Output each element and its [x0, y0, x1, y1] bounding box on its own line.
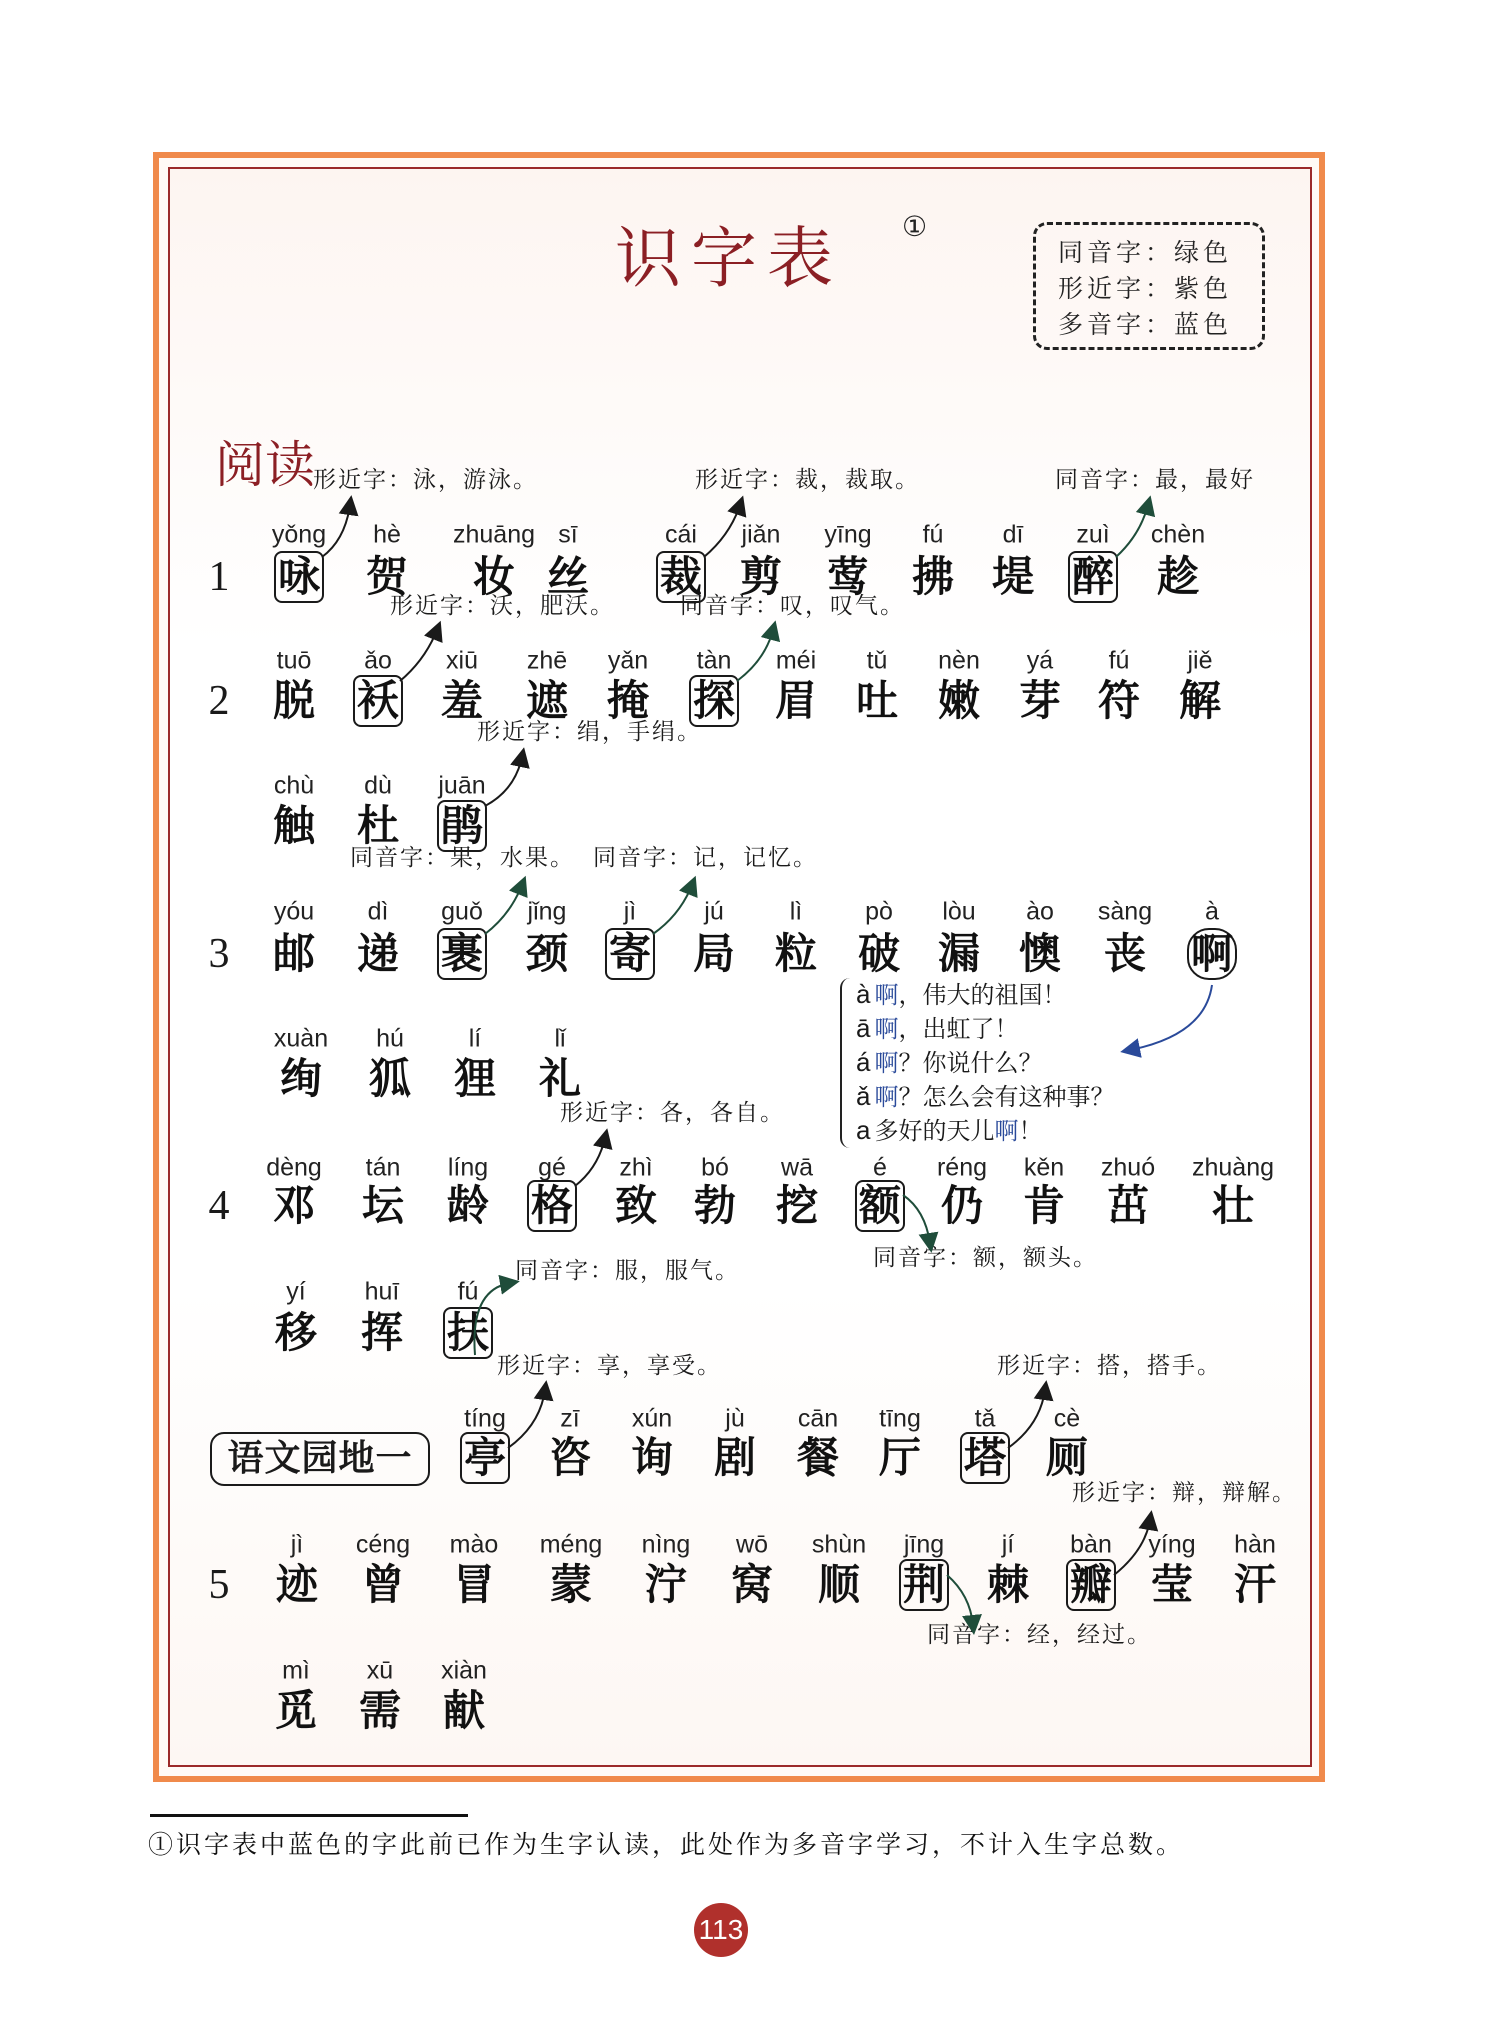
pinyin: chèn	[1150, 520, 1206, 549]
example-text: ？你说什么？	[898, 1049, 1043, 1077]
pinyin: réng	[936, 1153, 988, 1182]
similar-char-note: 形近字：沃，肥沃。	[390, 593, 615, 619]
character: 剧	[713, 1433, 757, 1482]
polyphone-examples	[840, 978, 1114, 1148]
character: 蒙	[549, 1560, 593, 1609]
character: 壮	[1211, 1181, 1255, 1230]
pinyin: lí	[468, 1024, 482, 1053]
character: 触	[272, 801, 316, 850]
character: 符	[1097, 676, 1141, 725]
tone-pinyin: ā	[856, 1013, 871, 1043]
tone-pinyin: à	[856, 979, 871, 1009]
pinyin: mào	[449, 1530, 499, 1559]
lesson-number: 1	[208, 554, 230, 600]
pinyin: tán	[365, 1153, 401, 1182]
pinyin: bàn	[1070, 1530, 1112, 1559]
pinyin: fú	[1108, 646, 1130, 675]
character: 丧	[1103, 929, 1147, 978]
pinyin: jiě	[1187, 646, 1213, 675]
character: 挖	[775, 1181, 819, 1230]
pinyin: hè	[373, 520, 401, 549]
polyphone-example	[856, 1080, 1114, 1114]
footnote-divider	[150, 1814, 468, 1817]
character: 趁	[1156, 552, 1200, 601]
pinyin: jì	[623, 897, 637, 926]
pinyin: jù	[725, 1404, 745, 1433]
character: 破	[857, 929, 901, 978]
garden-label-badge: 语文园地一	[210, 1432, 430, 1486]
pinyin: zhuó	[1100, 1153, 1156, 1182]
character: 吐	[855, 676, 899, 725]
pinyin: tíng	[464, 1404, 506, 1433]
character: 曾	[361, 1560, 405, 1609]
similar-char-note: 形近字：各，各自。	[560, 1100, 785, 1126]
highlighted-character: 醉	[1068, 551, 1118, 603]
character: 餐	[796, 1433, 840, 1482]
homophone-note: 同音字：额，额头。	[873, 1245, 1098, 1271]
legend-homophone: 同音字：绿色	[1058, 238, 1233, 267]
pinyin: lǐ	[554, 1024, 566, 1053]
lesson-number: 5	[208, 1562, 230, 1608]
pinyin: céng	[355, 1530, 411, 1559]
pinyin: dì	[367, 897, 389, 926]
tone-pinyin: ǎ	[856, 1081, 871, 1111]
character: 绚	[279, 1054, 323, 1103]
similar-char-note: 形近字：享，享受。	[497, 1353, 722, 1379]
pinyin: yá	[1026, 646, 1054, 675]
polyphone-word: 啊	[994, 1117, 1019, 1145]
pinyin: pò	[865, 897, 893, 926]
character: 狐	[368, 1054, 412, 1103]
character: 堤	[991, 552, 1035, 601]
pinyin: wā	[781, 1153, 813, 1182]
pinyin: tīng	[879, 1404, 921, 1433]
pinyin: xū	[366, 1656, 394, 1685]
character: 顺	[817, 1560, 861, 1609]
pinyin: dī	[1002, 520, 1024, 549]
pinyin: sàng	[1097, 897, 1153, 926]
character: 献	[442, 1686, 486, 1735]
character: 仍	[940, 1181, 984, 1230]
pinyin: jiǎn	[741, 520, 781, 549]
pinyin: yǒng	[271, 520, 327, 549]
character: 邓	[272, 1181, 316, 1230]
pinyin: cái	[665, 520, 697, 549]
character: 龄	[446, 1181, 490, 1230]
title-footnote-marker: ①	[902, 210, 928, 243]
pinyin: ào	[1026, 897, 1054, 926]
similar-char-note: 形近字：辩，辩解。	[1072, 1480, 1297, 1506]
pinyin: tǔ	[866, 646, 888, 675]
character: 莹	[1150, 1560, 1194, 1609]
legend-similar: 形近字：紫色	[1058, 274, 1233, 303]
character: 觅	[274, 1686, 318, 1735]
pinyin: tàn	[696, 646, 732, 675]
pinyin: huī	[364, 1277, 400, 1306]
lesson-number: 3	[208, 931, 230, 977]
pinyin: mì	[282, 1656, 310, 1685]
character: 羞	[440, 676, 484, 725]
section-heading-reading: 阅读	[215, 436, 315, 494]
character: 嫩	[937, 676, 981, 725]
character: 厕	[1045, 1433, 1089, 1482]
legend-polyphone: 多音字：蓝色	[1058, 310, 1233, 339]
highlighted-character: 额	[855, 1180, 905, 1232]
pinyin: zhuàng	[1191, 1153, 1275, 1182]
character: 丝	[546, 552, 590, 601]
character: 需	[358, 1686, 402, 1735]
similar-char-note: 形近字：裁，裁取。	[695, 467, 920, 493]
highlighted-character: 袄	[353, 675, 403, 727]
pinyin: sī	[558, 520, 578, 549]
character: 遮	[525, 676, 569, 725]
pinyin: méi	[775, 646, 817, 675]
pinyin: yí	[286, 1277, 306, 1306]
homophone-note: 同音字：最，最好	[1055, 467, 1255, 493]
page-title: 识字表	[615, 220, 843, 297]
pinyin: zhì	[619, 1153, 653, 1182]
pinyin: jì	[290, 1530, 304, 1559]
pinyin: juān	[438, 771, 486, 800]
example-text: ！	[1018, 1117, 1043, 1145]
pinyin: guǒ	[441, 897, 483, 926]
pinyin: xiū	[446, 646, 478, 675]
pinyin: dèng	[266, 1153, 322, 1182]
highlighted-character: 塔	[960, 1432, 1010, 1484]
pinyin: chù	[273, 771, 315, 800]
footnote: ①识字表中蓝色的字此前已作为生字认读，此处作为多音字学习，不计入生字总数。	[148, 1830, 1185, 1859]
character: 剪	[739, 552, 783, 601]
highlighted-character: 咏	[274, 551, 324, 603]
character: 冒	[452, 1560, 496, 1609]
highlighted-character: 裹	[437, 928, 487, 980]
pinyin: xún	[631, 1404, 673, 1433]
character: 挥	[360, 1308, 404, 1357]
character: 粒	[774, 929, 818, 978]
polyphone-example	[856, 978, 1114, 1012]
polyphone-word: 啊	[874, 1083, 899, 1111]
pinyin: dù	[364, 771, 392, 800]
pinyin: jú	[704, 897, 724, 926]
pinyin: bó	[701, 1153, 729, 1182]
character: 邮	[272, 929, 316, 978]
pinyin: líng	[447, 1153, 489, 1182]
character: 厅	[878, 1433, 922, 1482]
pinyin: é	[873, 1153, 887, 1182]
character: 拂	[911, 552, 955, 601]
pinyin: nìng	[641, 1530, 691, 1559]
character: 懊	[1018, 929, 1062, 978]
homophone-note: 同音字：叹，叹气。	[680, 593, 905, 619]
character: 泞	[644, 1560, 688, 1609]
example-text: ，出虹了！	[898, 1015, 1019, 1043]
lesson-number: 4	[208, 1183, 230, 1229]
character: 解	[1178, 676, 1222, 725]
pinyin: yīng	[824, 520, 872, 549]
pinyin: shùn	[811, 1530, 867, 1559]
pinyin: hàn	[1234, 1530, 1276, 1559]
character: 询	[630, 1433, 674, 1482]
pinyin: fú	[457, 1277, 479, 1306]
highlighted-character: 鹃	[437, 800, 487, 852]
character: 莺	[826, 552, 870, 601]
pinyin: nèn	[938, 646, 980, 675]
character: 眉	[774, 676, 818, 725]
homophone-note: 同音字：经，经过。	[927, 1622, 1152, 1648]
pinyin: méng	[539, 1530, 603, 1559]
polyphone-example	[856, 1046, 1114, 1080]
pinyin: zī	[560, 1404, 580, 1433]
character: 汗	[1233, 1560, 1277, 1609]
character: 移	[274, 1308, 318, 1357]
highlighted-character: 格	[527, 1180, 577, 1232]
pinyin: lì	[789, 897, 803, 926]
homophone-note: 同音字：服，服气。	[515, 1258, 740, 1284]
character: 致	[614, 1181, 658, 1230]
pinyin: fú	[922, 520, 944, 549]
pinyin: cè	[1053, 1404, 1081, 1433]
highlighted-character: 瓣	[1066, 1559, 1116, 1611]
pinyin: jí	[1001, 1530, 1015, 1559]
pinyin: jīng	[903, 1530, 945, 1559]
pinyin: gé	[538, 1153, 566, 1182]
character: 窝	[730, 1560, 774, 1609]
homophone-note: 同音字：记，记忆。	[593, 845, 818, 871]
polyphone-word: 啊	[874, 1049, 899, 1077]
highlighted-character: 探	[689, 675, 739, 727]
color-legend	[1033, 222, 1265, 350]
pinyin: à	[1205, 897, 1219, 926]
character: 棘	[986, 1560, 1030, 1609]
pinyin: xuàn	[273, 1024, 329, 1053]
character: 茁	[1106, 1181, 1150, 1230]
polyphone-word: 啊	[874, 1015, 899, 1043]
character: 狸	[453, 1054, 497, 1103]
pinyin: jǐng	[527, 897, 567, 926]
polyphone-example	[856, 1012, 1114, 1046]
highlighted-character: 扶	[443, 1307, 493, 1359]
character: 坛	[361, 1181, 405, 1230]
homophone-note: 同音字：果，水果。	[350, 845, 575, 871]
pinyin: cān	[797, 1404, 839, 1433]
pinyin: yóu	[273, 897, 315, 926]
pinyin: lòu	[942, 897, 976, 926]
example-text: ？怎么会有这种事？	[898, 1083, 1115, 1111]
polyphone-word: 啊	[874, 981, 899, 1009]
pinyin: hú	[376, 1024, 404, 1053]
example-text: ，伟大的祖国！	[898, 981, 1067, 1009]
pinyin: yǎn	[607, 646, 649, 675]
pinyin: zuì	[1076, 520, 1110, 549]
pinyin: xiàn	[441, 1656, 487, 1685]
character: 递	[356, 929, 400, 978]
pinyin: zhē	[526, 646, 568, 675]
pinyin: yíng	[1148, 1530, 1196, 1559]
highlighted-character: 啊	[1187, 928, 1237, 980]
polyphone-example	[856, 1114, 1114, 1148]
character: 漏	[937, 929, 981, 978]
similar-char-note: 形近字：泳，游泳。	[313, 467, 538, 493]
pinyin: tuō	[276, 646, 312, 675]
highlighted-character: 亭	[460, 1432, 510, 1484]
example-prefix: 多好的天儿	[874, 1117, 995, 1145]
pinyin: ǎo	[364, 646, 392, 675]
character: 勃	[693, 1181, 737, 1230]
character: 脱	[272, 676, 316, 725]
page-number-badge: 113	[694, 1903, 748, 1957]
character: 咨	[548, 1433, 592, 1482]
pinyin: zhuāng	[452, 520, 536, 549]
character: 妆	[472, 552, 516, 601]
character: 掩	[606, 676, 650, 725]
pinyin: kěn	[1023, 1153, 1065, 1182]
character: 芽	[1018, 676, 1062, 725]
pinyin: wō	[736, 1530, 768, 1559]
highlighted-character: 寄	[605, 928, 655, 980]
tone-pinyin: a	[856, 1115, 871, 1145]
character: 礼	[538, 1054, 582, 1103]
character: 肯	[1022, 1181, 1066, 1230]
pinyin: tǎ	[974, 1404, 996, 1433]
character: 杜	[356, 801, 400, 850]
tone-pinyin: á	[856, 1047, 871, 1077]
highlighted-character: 裁	[656, 551, 706, 603]
character: 颈	[525, 929, 569, 978]
similar-char-note: 形近字：绢，手绢。	[477, 719, 702, 745]
character: 贺	[365, 552, 409, 601]
similar-char-note: 形近字：搭，搭手。	[997, 1353, 1222, 1379]
character: 局	[692, 929, 736, 978]
lesson-number: 2	[208, 678, 230, 724]
character: 迹	[275, 1560, 319, 1609]
highlighted-character: 荆	[899, 1559, 949, 1611]
